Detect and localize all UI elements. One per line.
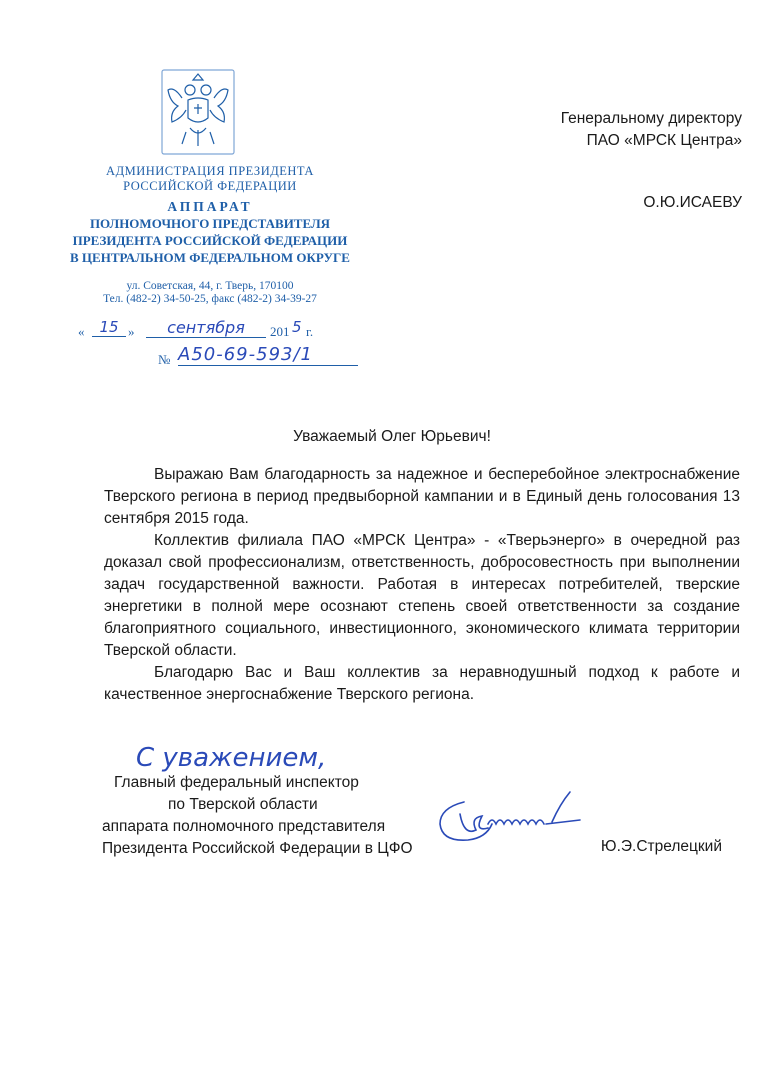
date-year-label: г. <box>306 324 314 339</box>
salutation: Уважаемый Олег Юрьевич! <box>293 428 491 445</box>
letter-body <box>104 464 740 706</box>
body-paragraph-3: Благодарю Вас и Ваш коллектив за неравнодушный подход к работе и качественное энергоснабжение Тверского региона. <box>104 664 740 703</box>
addressee <box>561 108 742 152</box>
letterhead-admin-line2: РОССИЙСКОЙ ФЕДЕРАЦИИ <box>123 179 297 193</box>
letterhead-org-line3: В ЦЕНТРАЛЬНОМ ФЕДЕРАЛЬНОМ ОКРУГЕ <box>70 250 350 265</box>
body-paragraph-2: Коллектив филиала ПАО «МРСК Центра» - «Тверьэнерго» в очередной раз доказал свой профессионализм, ответственность, добросовестность при выполнении задач государственной важности. Работая в интересах потребителей, тверские энергетики в полной мере осознают степень своей ответственности за создание благоприятного социального, инвестиционного, экономического климата территории Тверской области. <box>104 532 740 659</box>
addressee-line2: ПАО «МРСК Центра» <box>586 132 742 149</box>
signer-title-line2: по Тверской области <box>168 796 318 813</box>
letterhead-address: ул. Советская, 44, г. Тверь, 170100 <box>126 280 294 292</box>
courtesy-text: С уважением, <box>136 743 327 773</box>
signer-title <box>102 772 413 860</box>
doc-number: А50-69-593/1 <box>178 344 358 366</box>
letterhead-admin-line1: АДМИНИСТРАЦИЯ ПРЕЗИДЕНТА <box>106 164 314 178</box>
date-open-quote: « <box>78 324 85 339</box>
signer-title-line3: аппарата полномочного представителя <box>102 818 386 835</box>
signer-name: Ю.Э.Стрелецкий <box>600 838 722 855</box>
addressee-name: О.Ю.ИСАЕВУ <box>643 194 742 211</box>
doc-number-label: № <box>158 352 171 367</box>
date-year-suffix: 5 <box>292 318 302 336</box>
date-close-quote: » <box>128 324 135 339</box>
letterhead-org-line2: ПРЕЗИДЕНТА РОССИЙСКОЙ ФЕДЕРАЦИИ <box>72 233 348 248</box>
letterhead-apparat: АППАРАТ <box>167 199 253 214</box>
signer-title-line1: Главный федеральный инспектор <box>114 774 359 791</box>
addressee-line1: Генеральному директору <box>560 110 742 127</box>
letterhead <box>60 164 360 306</box>
letterhead-org-line1: ПОЛНОМОЧНОГО ПРЕДСТАВИТЕЛЯ <box>89 216 331 231</box>
body-paragraph-1: Выражаю Вам благодарность за надежное и бесперебойное электроснабжение Тверского региона в период предвыборной кампании и в Единый день голосования 13 сентября 2015 года. <box>104 466 740 527</box>
date-day: 15 <box>92 318 126 337</box>
date-line <box>78 318 338 342</box>
letterhead-phones: Тел. (482-2) 34-50-25, факс (482-2) 34-39-27 <box>103 293 317 305</box>
date-year-prefix: 201 <box>270 324 290 339</box>
number-line <box>158 344 378 368</box>
date-month: сентября <box>146 318 266 338</box>
signature-icon <box>434 784 584 854</box>
signer-title-line4: Президента Российской Федерации в ЦФО <box>102 840 413 857</box>
coat-of-arms-icon <box>160 68 236 156</box>
